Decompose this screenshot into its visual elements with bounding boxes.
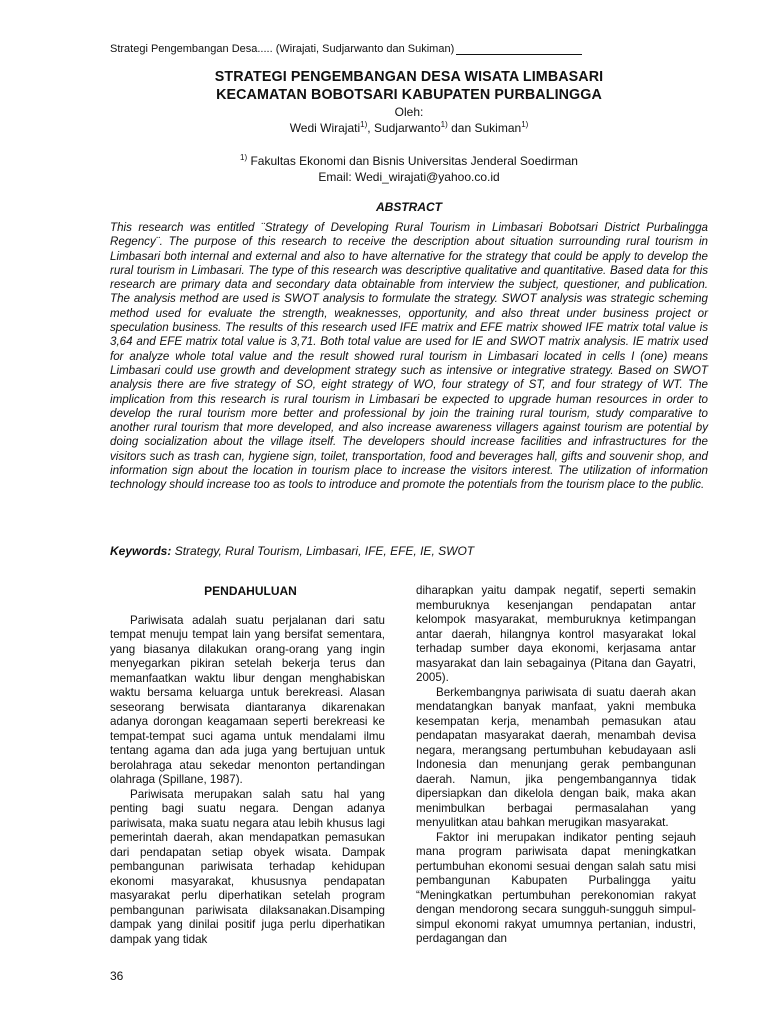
author-separator-2: dan (447, 121, 475, 135)
author-3-mark: 1) (521, 120, 529, 129)
author-3: Sukiman (474, 121, 522, 135)
affiliation-mark: 1) (240, 153, 248, 162)
running-header (110, 43, 582, 55)
keywords-line (110, 544, 708, 558)
author-2-mark: 1) (440, 120, 448, 129)
paper-title-line-1: STRATEGI PENGEMBANGAN DESA WISATA LIMBASARI (214, 69, 604, 85)
abstract-body: This research was entitled ¨Strategy of Developing Rural Tourism in Limbasari Bobotsari District Purbalingga Regency¨. The purpose of this research to receive the description about situation surrounding rural tourism in Limbasari both internal and external and also to have alternative for the strategy that could be apply to develop the rural tourism in Limbasari. The type of this research was descriptive qualitative and quantitative. Based data for this research are primary data and secondary data obtainable from interview the subject, questioner, and publication. The analysis method are used is SWOT analysis to formulate the strategy. SWOT analysis was strategic scheming method used for evaluate the strength, weaknesses, opportunity, and also threat under business project or speculation business. The results of this research used IFE matrix and EFE matrix showed IFE matrix total value is 3,64 and EFE matrix total value is 3,71. Both total value are used for IE and SWOT matrix analysis. IE matrix used for analyze whole total value and the result showed rural tourism in Limbasari located in cells I (one) means Limbasari could use growth and development strategy such as intensive or integrative strategy. Based on SWOT analysis there are five strategy of SO, eight strategy of WO, four strategy of ST, and four strategy of WT. The implication from this research is rural tourism in Limbasari be expected to upgrade human resources in order to develop the rural tourism more better and professional by join the training rural tourism, study comparative to another rural tourism that more developed, and also increase awareness villagers against tourism are potential by doing socialization about the village itself. The developers should increase facilities and infrastructures for the visitors such as trash can, hygiene sign, toilet, transportation, food and beverages hall, gifts and souvenir shop, and information sign about the location in tourism place to increase the visitors interest. The utilization of information technology should increase too as tools to introduce and promote the potentials from the tourism place to the public. (110, 221, 708, 492)
affiliation-text: Fakultas Ekonomi dan Bisnis Universitas Jenderal Soedirman (247, 154, 578, 168)
paragraph: Pariwisata adalah suatu perjalanan dari satu tempat menuju tempat lain yang bersifat sementara, yang biasanya dilakukan orang-orang yang ingin menyegarkan pikiran setelah bekerja terus dan memanfaatkan waktu libur dengan menghabiskan waktu bersama keluarga untuk berekreasi. Alasan seseorang berwisata diantaranya dikarenakan adanya dorongan keagamaan seperti berekreasi ke tempat-tempat suci agama untuk mendalami ilmu tentang agama dan ada juga yang bertujuan untuk berolahraga atau sekedar menonton pertandingan olahraga (Spillane, 1987). (110, 613, 385, 786)
right-column (416, 584, 696, 947)
paragraph: diharapkan yaitu dampak negatif, seperti semakin memburuknya kesenjangan pendapatan antar kelompok masyarakat, memburuknya ketimpangan antar daerah, hilangnya kontrol masyarakat lokal terhadap sumber daya ekonomi, kerjasama antar masyarakat dan lain sebagainya (Pitana dan Gayatri, 2005). (416, 584, 696, 684)
section-heading: PENDAHULUAN (204, 584, 297, 598)
page-number: 36 (110, 969, 124, 983)
author-list (110, 120, 708, 136)
affiliation (110, 153, 708, 169)
oleh-label: Oleh: (394, 105, 424, 119)
keywords-label: Keywords: (110, 544, 172, 558)
keywords-text: Strategy, Rural Tourism, Limbasari, IFE, EFE, IE, SWOT (171, 544, 475, 558)
author-1: Wedi Wirajati (289, 121, 361, 135)
paragraph: Pariwisata merupakan salah satu hal yang penting bagi suatu negara. Dengan adanya pariwisata, maka suatu negara atau lebih khusus lagi pemerintah daerah, akan mendapatkan pemasukan dari pendapatan setiap obyek wisata. Dampak pembangunan pariwisata terhadap kehidupan ekonomi masyarakat, khususnya pendapatan masyarakat perlu diperhatikan setelah program pembangunan pariwisata dilaksanakan.Disamping dampak yang dinilai positif juga perlu diperhatikan dampak yang tidak (110, 787, 385, 946)
author-2: Sudjarwanto (373, 121, 441, 135)
header-rule (456, 44, 582, 55)
paragraph: Berkembangnya pariwisata di suatu daerah akan mendatangkan banyak manfaat, yakni membuka kesempatan kerja, menambah pemasukan atau pendapatan masyarakat daerah, menambah devisa negara, merangsang pertumbuhan kebudayaan asli Indonesia dan menunjang gerak pembangunan daerah. Namun, jika pengembangannya tidak dipersiapkan dan dikelola dengan baik, maka akan menimbulkan berbagai permasalahan yang menyulitkan atau bahkan merugikan masyarakat. (416, 685, 696, 829)
paragraph: Faktor ini merupakan indikator penting sejauh mana program pariwisata dapat meningkatkan pertumbuhan ekonomi sesuai dengan salah satu misi pembangunan Kabupaten Purbalingga yaitu “Meningkatkan pertumbuhan perekonomian rakyat dengan mendorong secara sungguh-sungguh simpul-simpul ekonomi rakyat umumnya pertanian, industri, perdagangan dan (416, 830, 696, 945)
title-block (110, 68, 708, 185)
author-1-mark: 1) (360, 120, 368, 129)
paper-title-line-2: KECAMATAN BOBOTSARI KABUPATEN PURBALINGGA (216, 87, 602, 103)
running-header-text: Strategi Pengembangan Desa..... (Wirajati, Sudjarwanto dan Sukiman) (110, 43, 455, 55)
abstract-heading: ABSTRACT (376, 200, 442, 214)
email-line: Email: Wedi_wirajati@yahoo.co.id (318, 170, 500, 184)
author-separator-1: , (367, 121, 374, 135)
left-column (110, 584, 385, 947)
